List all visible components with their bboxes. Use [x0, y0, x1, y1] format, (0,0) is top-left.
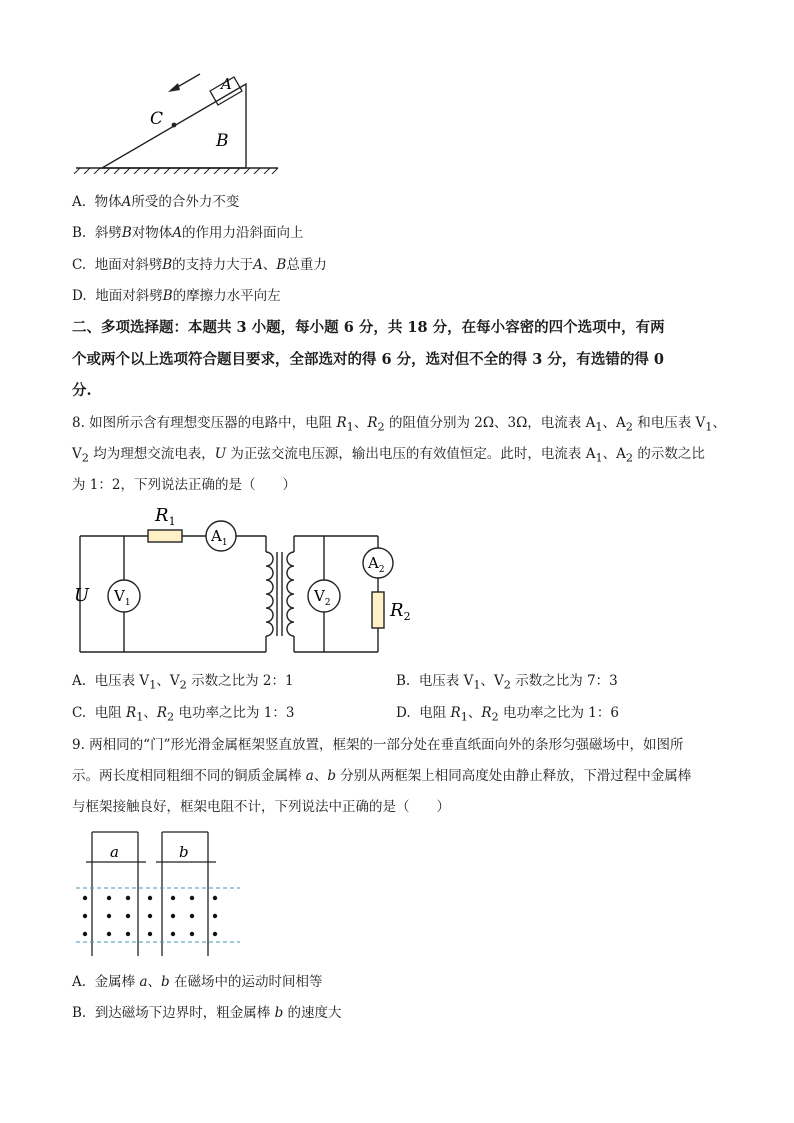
- section2-line3: 分.: [72, 382, 92, 399]
- motion-arrow-icon: [168, 74, 200, 92]
- q9-option-a: A. 金属棒 a、b 在磁场中的运动时间相等: [72, 974, 323, 990]
- label-c: C: [150, 109, 164, 129]
- label-a: A: [221, 75, 232, 93]
- q8-option-d: D. 电阻 $R_1$、$R_2$ 电功率之比为 1：6: [396, 705, 619, 724]
- q7-option-c: C. 地面对斜劈B的支持力大于A、B总重力: [72, 257, 327, 273]
- label-v1: $V_1$: [114, 587, 131, 608]
- label-a2: $A_2$: [368, 554, 385, 575]
- label-v2: $V_2$: [314, 587, 331, 608]
- label-r1: $R_1$: [155, 505, 176, 528]
- section2-line2: 个或两个以上选项符合题目要求，全部选对的得 6 分，选对但不全的得 3 分，有选错的得 0: [72, 351, 665, 368]
- resistor-r1: [148, 530, 182, 542]
- incline-figure: [70, 62, 290, 174]
- q9-line2: 示。两长度相同粗细不同的铜质金属棒 a、b 分别从两框架上相同高度处由静止释放，下滑过程中金属棒: [72, 768, 692, 784]
- q9-option-b: B. 到达磁场下边界时，粗金属棒 b 的速度大: [72, 1005, 342, 1021]
- label-u: U: [74, 585, 90, 606]
- q8-option-b: B. 电压表 $V_1$、$V_2$ 示数之比为 7：3: [396, 673, 618, 692]
- q8-line2: $V_2$ 均为理想交流电表，U 为正弦交流电压源，输出电压的有效值恒定。此时，电流表 $A_1$、$A_2$ 的示数之比: [72, 446, 705, 465]
- label-a-bar: a: [110, 843, 119, 861]
- q8-line3: 为 1：2，下列说法正确的是（ ）: [72, 477, 296, 493]
- q9-line1: 9. 两相同的“门”形光滑金属框架竖直放置，框架的一部分处在垂直纸面向外的条形匀强磁场中，如图所: [72, 737, 684, 753]
- ground-hatching: [74, 168, 278, 174]
- label-b-bar: b: [179, 843, 189, 861]
- q8-option-c: C. 电阻 $R_1$、$R_2$ 电功率之比为 1：3: [72, 705, 295, 724]
- section2-line1: 二、多项选择题：本题共 3 小题，每小题 6 分，共 18 分，在每小容密的四个选项中，有两: [72, 319, 665, 336]
- q7-option-a: A. 物体A所受的合外力不变: [72, 194, 240, 210]
- label-b: B: [216, 131, 229, 151]
- field-dots: [83, 896, 217, 936]
- q7-option-d: D. 地面对斜劈B的摩擦力水平向左: [72, 288, 281, 304]
- q9-line3: 与框架接触良好，框架电阻不计，下列说法中正确的是（ ）: [72, 799, 450, 815]
- point-c: [172, 123, 177, 128]
- label-a1: $A_1$: [211, 527, 228, 548]
- q8-option-a: A. 电压表 $V_1$、$V_2$ 示数之比为 2：1: [72, 673, 294, 692]
- frames-field-figure: [70, 828, 246, 956]
- q7-option-b: B. 斜劈B对物体A的作用力沿斜面向上: [72, 225, 304, 241]
- transformer-circuit: [66, 500, 426, 658]
- label-r2: $R_2$: [390, 600, 411, 623]
- resistor-r2: [372, 592, 384, 628]
- q8-line1: 8. 如图所示含有理想变压器的电路中，电阻 $R_1$、$R_2$ 的阻值分别为 2Ω、3Ω，电流表 $A_1$、$A_2$ 和电压表 $V_1$、: [72, 415, 726, 434]
